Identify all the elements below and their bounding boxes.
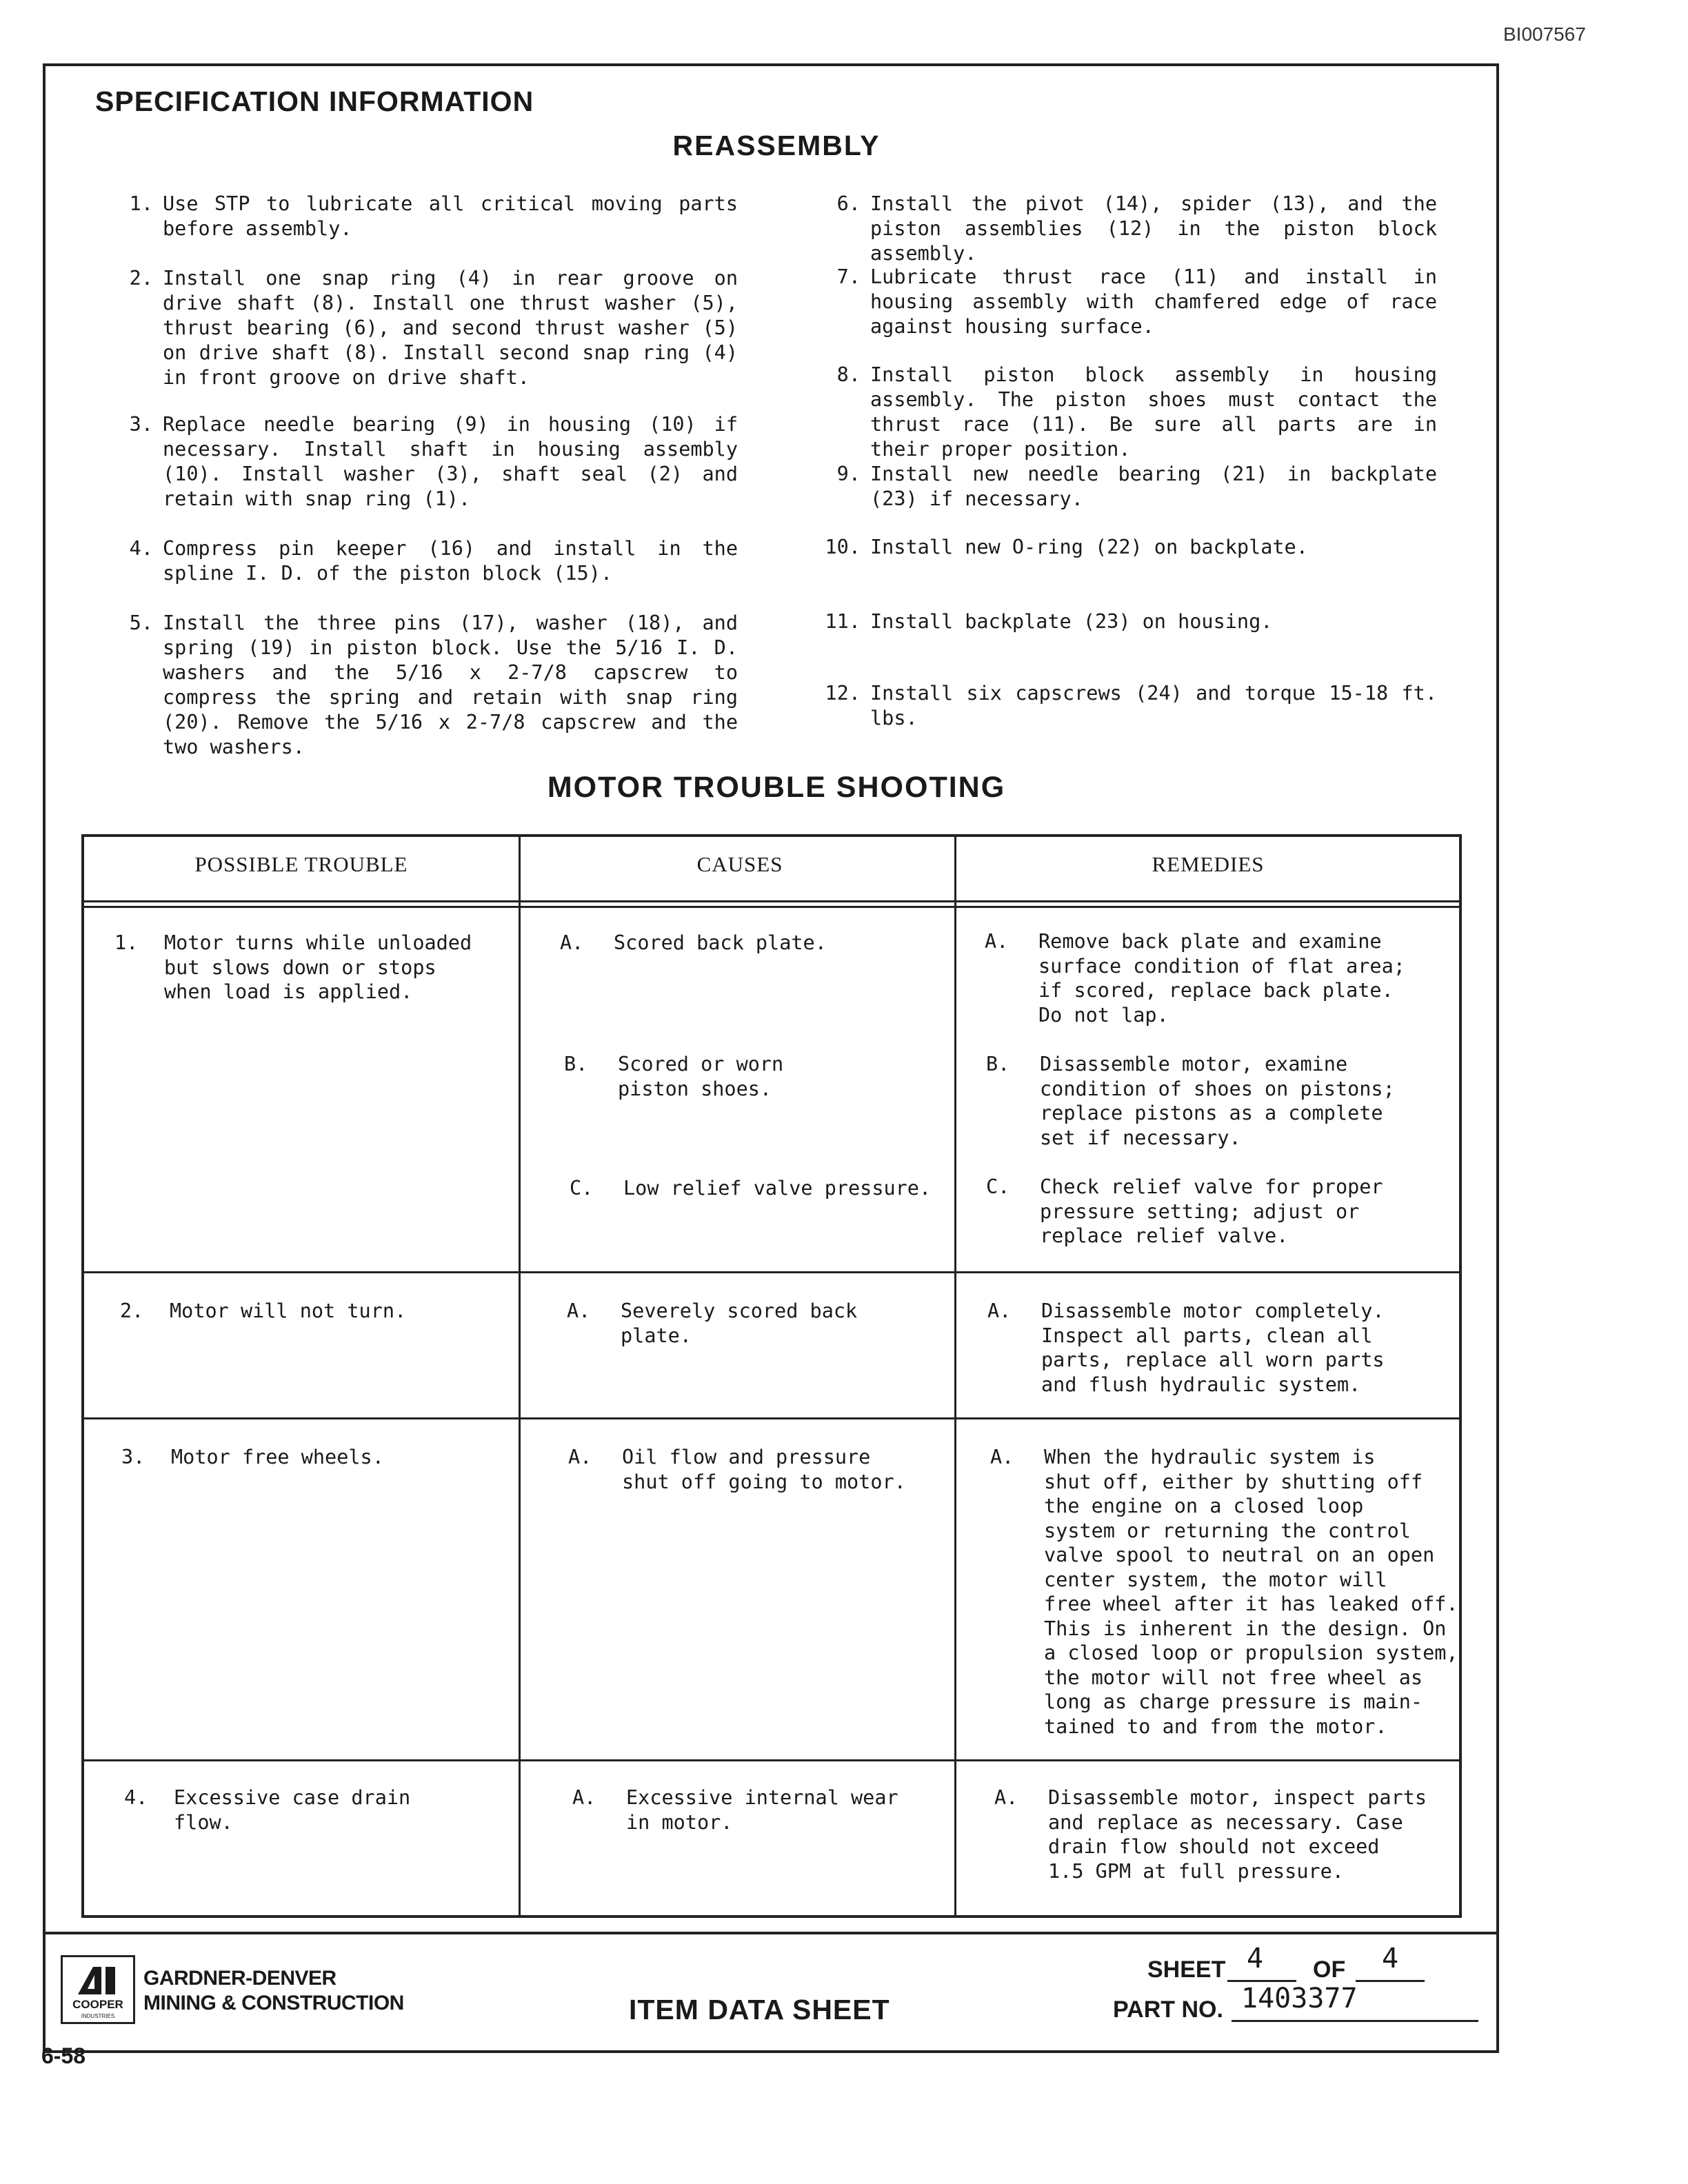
of-number: 4	[1382, 1943, 1399, 1974]
company-name	[143, 1966, 404, 2016]
logo-text: COOPER	[72, 1998, 123, 2011]
item-data-sheet-label: ITEM DATA SHEET	[629, 1994, 890, 2025]
company-line-2: MINING & CONSTRUCTION	[143, 1992, 404, 2014]
troubleshooting-title: MOTOR TROUBLE SHOOTING	[547, 771, 1006, 804]
reassembly-step: 1. Use STP to lubricate all critical moving parts before assembly.	[129, 192, 738, 240]
cause-cell: B. Scored or worn piston shoes.	[564, 1053, 784, 1100]
cooper-logo-icon	[63, 1957, 133, 2022]
remedy-cell: A. Disassemble motor, inspect parts and replace as necessary. Case drain flow should not exceed 1.5 GPM at full pressure.	[994, 1786, 1427, 1883]
row-divider	[81, 1759, 1462, 1761]
page-number: 6-58	[41, 2043, 86, 2068]
remedy-cell: A. Disassemble motor completely. Inspect all parts, clean all parts, replace all worn parts and flush hydraulic system.	[987, 1300, 1385, 1396]
cause-cell: A. Severely scored back plate.	[567, 1300, 858, 1347]
of-underline	[1356, 1980, 1425, 1982]
document-id: BI007567	[1503, 23, 1586, 45]
row-divider	[81, 1271, 1462, 1273]
header-rule	[81, 900, 1462, 902]
reassembly-step: 3. Replace needle bearing (9) in housing (10) if necessary. Install shaft in housing assembly (10). Install washer (3), shaft seal (2) and retain with snap ring (1).	[129, 413, 738, 510]
reassembly-step: 6. Install the pivot (14), spider (13), and the piston assemblies (12) in the piston block assembly.	[836, 192, 1437, 265]
column-divider	[954, 834, 956, 1918]
cause-cell: A. Excessive internal wear in motor.	[572, 1786, 898, 1834]
part-number: 1403377	[1241, 1983, 1358, 2014]
part-no-label: PART NO.	[1113, 1996, 1223, 2023]
reassembly-step: 8. Install piston block assembly in housing assembly. The piston shoes must contact the thrust race (11). Be sure all parts are in their proper position.	[836, 363, 1437, 461]
sheet-number: 4	[1247, 1943, 1264, 1974]
part-no-underline	[1232, 2020, 1478, 2022]
company-line-1: GARDNER-DENVER	[143, 1967, 336, 1990]
trouble-cell: 2. Motor will not turn.	[120, 1300, 407, 1322]
reassembly-step: 9. Install new needle bearing (21) in backplate (23) if necessary.	[836, 463, 1437, 510]
sheet-underline	[1227, 1980, 1296, 1982]
header-rule	[81, 906, 1462, 908]
reassembly-step: 12. Install six capscrews (24) and torque 15-18 ft. lbs.	[825, 682, 1437, 729]
specification-title: SPECIFICATION INFORMATION	[95, 85, 534, 117]
remedy-cell: C. Check relief valve for proper pressure setting; adjust or replace relief valve.	[986, 1175, 1383, 1247]
logo-subtext: INDUSTRIES	[81, 2013, 115, 2019]
cooper-logo	[61, 1955, 135, 2024]
remedy-cell: A. Remove back plate and examine surface condition of flat area; if scored, replace back plate. Do not lap.	[985, 930, 1405, 1027]
row-divider	[81, 1417, 1462, 1419]
of-label: OF	[1313, 1957, 1346, 1983]
reassembly-step: 2. Install one snap ring (4) in rear groove on drive shaft (8). Install one thrust washer (5), thrust bearing (6), and second thrust washer (5) on drive shaft (8). Install second snap ring (4) in front groove on drive shaft.	[129, 267, 738, 389]
reassembly-step: 11. Install backplate (23) on housing.	[825, 610, 1273, 633]
column-divider	[519, 834, 521, 1918]
cause-cell: A. Scored back plate.	[560, 931, 827, 954]
cause-cell: A. Oil flow and pressure shut off going to motor.	[568, 1446, 906, 1493]
reassembly-step: 7. Lubricate thrust race (11) and install in housing assembly with chamfered edge of race against housing surface.	[836, 265, 1437, 338]
header-remedies: REMEDIES	[1152, 852, 1265, 876]
trouble-cell: 3. Motor free wheels.	[121, 1446, 384, 1468]
trouble-cell: 1. Motor turns while unloaded but slows down or stops when load is applied.	[114, 931, 472, 1003]
footer-rule	[43, 1932, 1499, 1934]
sheet-label: SHEET	[1147, 1957, 1226, 1983]
cause-cell: C. Low relief valve pressure.	[570, 1177, 932, 1200]
trouble-cell: 4. Excessive case drain flow.	[124, 1786, 411, 1834]
remedy-cell: A. When the hydraulic system is shut off, either by shutting off the engine on a closed loop system or returning the control valve spool to neutral on an open center system, the motor will free wheel after it has leaked off. This is inherent in the design. On a closed loop or propulsion system, the motor will not free wheel as long as charge pressure is main- tained to and from the motor.	[990, 1446, 1458, 1738]
header-causes: CAUSES	[696, 852, 783, 876]
reassembly-step: 5. Install the three pins (17), washer (18), and spring (19) in piston block. Use the 5/16 I. D. washers and the 5/16 x 2-7/8 capscrew to compress the spring and retain with snap ring (20). Remove the 5/16 x 2-7/8 capscrew and the two washers.	[129, 611, 738, 758]
remedy-cell: B. Disassemble motor, examine condition of shoes on pistons; replace pistons as a complete set if necessary.	[986, 1053, 1395, 1149]
reassembly-title: REASSEMBLY	[672, 130, 881, 161]
reassembly-step: 10. Install new O-ring (22) on backplate.	[825, 536, 1308, 558]
header-possible-trouble: POSSIBLE TROUBLE	[194, 852, 408, 876]
reassembly-step: 4. Compress pin keeper (16) and install in the spline I. D. of the piston block (15).	[129, 537, 738, 585]
